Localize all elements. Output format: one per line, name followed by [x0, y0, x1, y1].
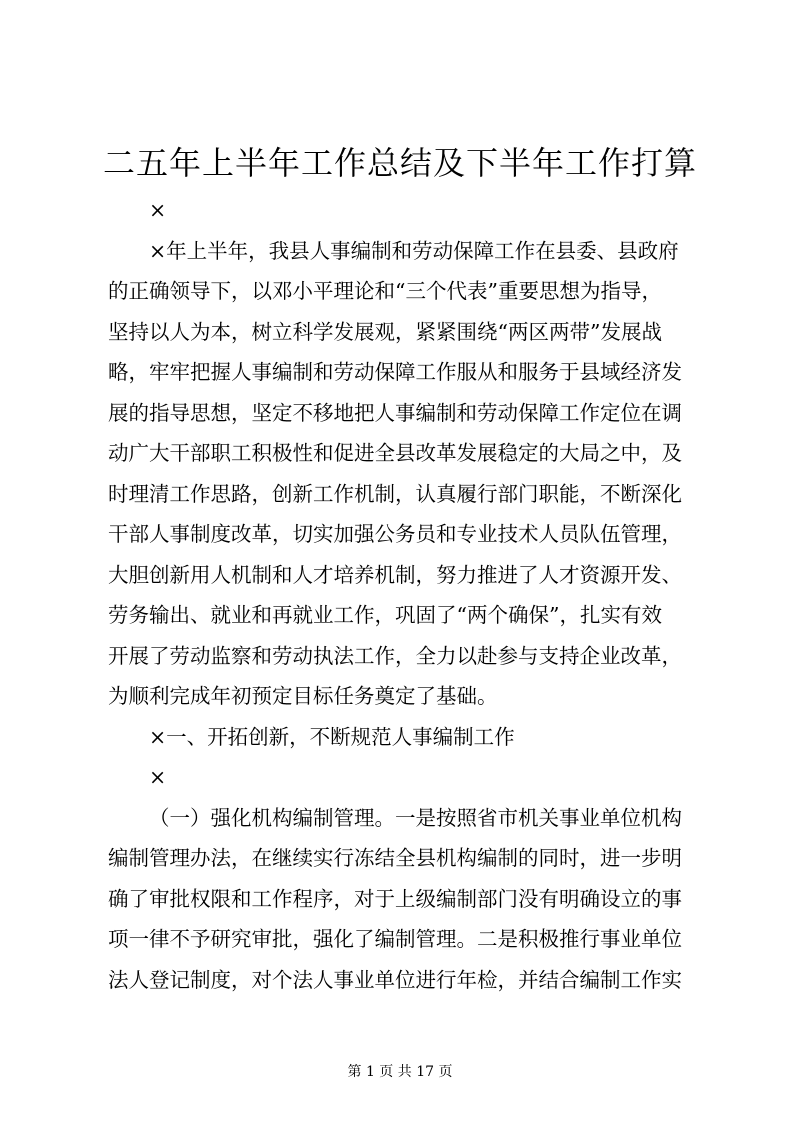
text-line: ×一、开拓创新，不断规范人事编制工作 — [149, 724, 515, 749]
text-line: 劳务输出、就业和再就业工作，巩固了“两个确保”，扎实有效 — [108, 603, 662, 627]
document-title: 二五年上半年工作总结及下半年工作打算 — [102, 144, 697, 182]
text-line: 时理清工作思路，创新工作机制，认真履行部门职能，不断深化 — [108, 481, 682, 506]
text-line: 大胆创新用人机制和人才培养机制，努力推进了人才资源开发、 — [108, 562, 682, 587]
text-line: （一）强化机构编制管理。一是按照省市机关事业单位机构 — [149, 805, 682, 830]
text-line: 编制管理办法，在继续实行冻结全县机构编制的同时，进一步明 — [108, 846, 682, 870]
document-body — [108, 190, 708, 1000]
page-number-footer: 第 1 页 共 17 页 — [347, 1064, 453, 1080]
text-line: ×年上半年，我县人事编制和劳动保障工作在县委、县政府 — [149, 238, 679, 263]
text-line: 法人登记制度，对个法人事业单位进行年检，并结合编制工作实 — [108, 967, 682, 992]
text-line: 干部人事制度改革，切实加强公务员和专业技术人员队伍管理， — [108, 522, 682, 546]
text-line: 项一律不予研究审批，强化了编制管理。二是积极推行事业单位 — [108, 927, 682, 951]
text-line: 确了审批权限和工作程序，对于上级编制部门没有明确设立的事 — [108, 886, 682, 911]
text-line: × — [149, 765, 167, 789]
text-line: 的正确领导下，以邓小平理论和“三个代表”重要思想为指导， — [108, 279, 662, 303]
text-line: 开展了劳动监察和劳动执法工作，全力以赴参与支持企业改革， — [108, 643, 682, 668]
text-line: 展的指导思想，坚定不移地把人事编制和劳动保障工作定位在调 — [108, 400, 682, 425]
text-line: × — [149, 198, 167, 222]
text-line: 为顺利完成年初预定目标任务奠定了基础。 — [108, 684, 498, 708]
text-line: 略，牢牢把握人事编制和劳动保障工作服从和服务于县域经济发 — [108, 360, 682, 384]
text-line: 坚持以人为本，树立科学发展观，紧紧围绕“两区两带”发展战 — [108, 319, 662, 344]
text-line: 动广大干部职工积极性和促进全县改革发展稳定的大局之中，及 — [108, 441, 682, 465]
